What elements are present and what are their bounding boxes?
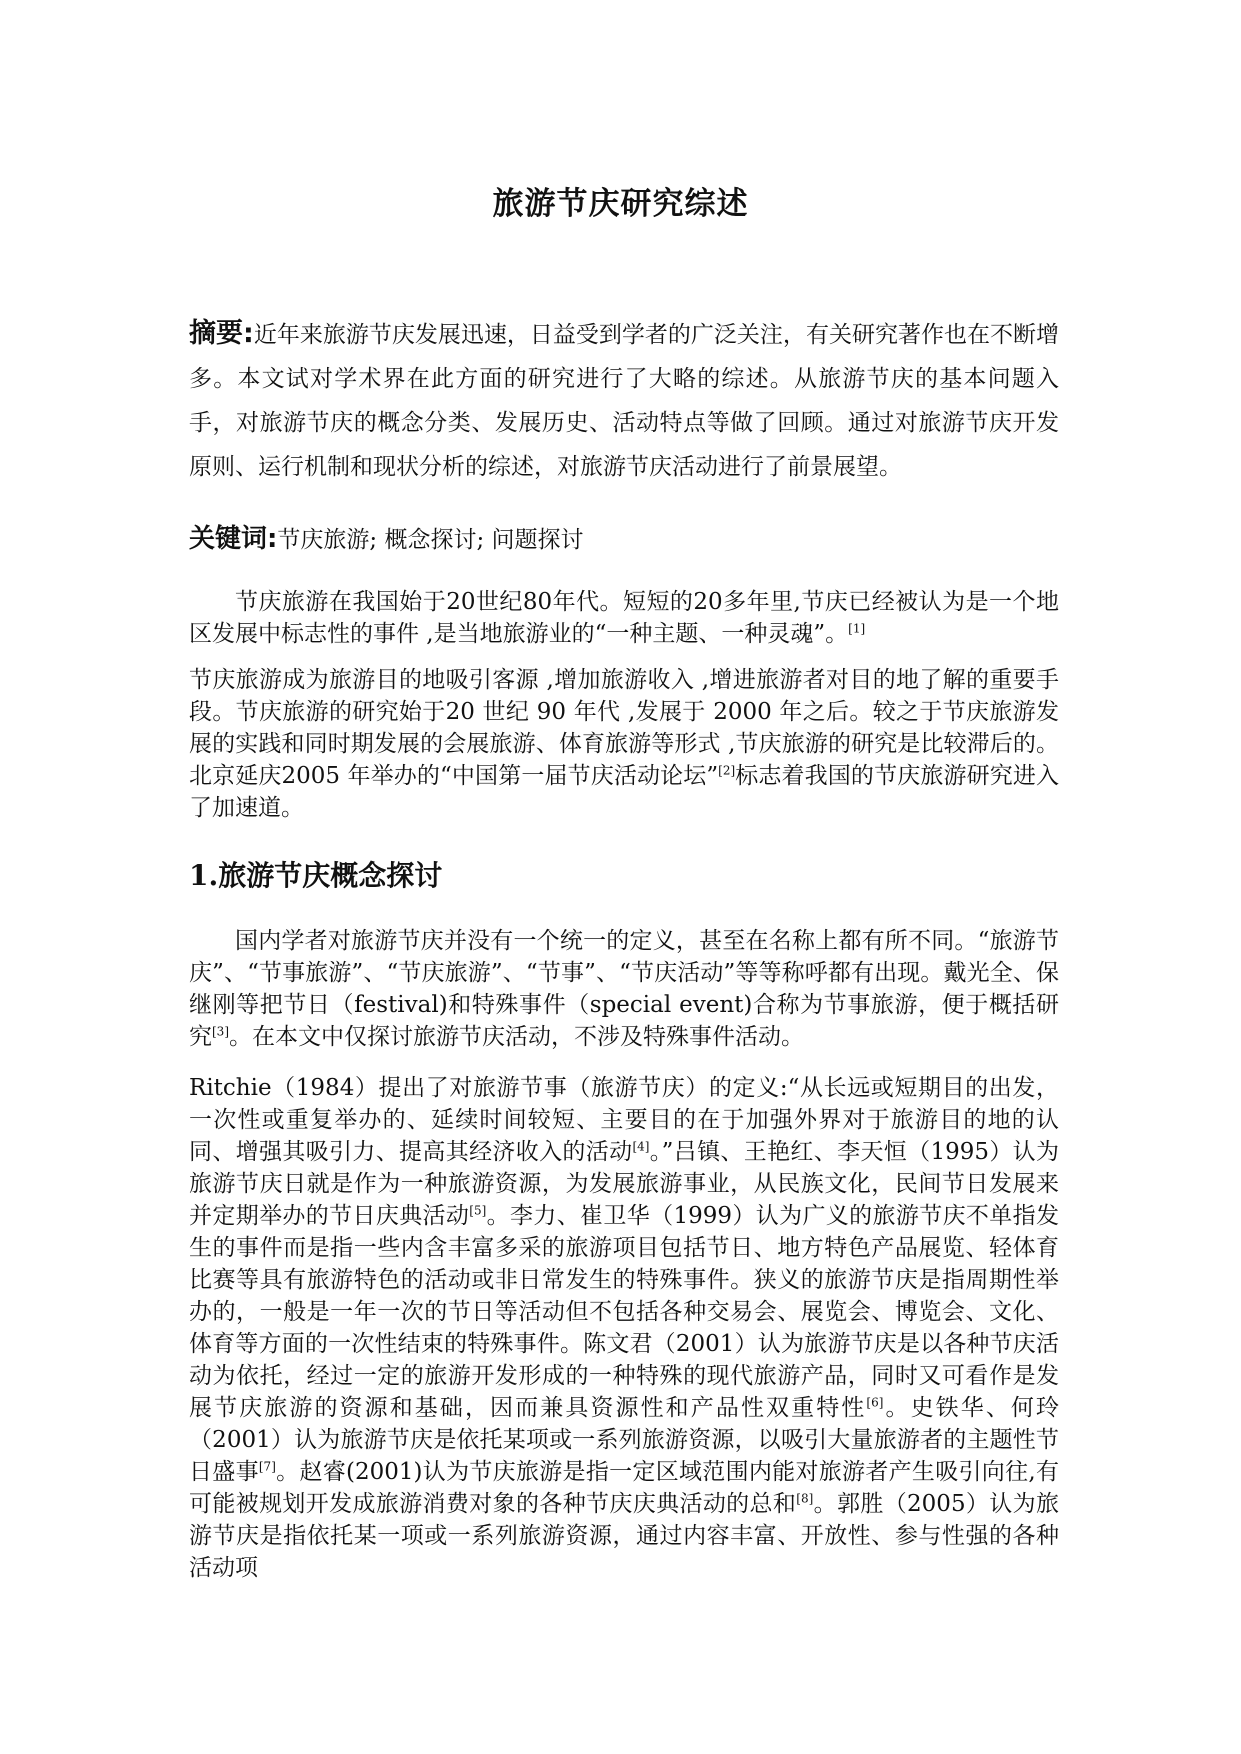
intro-paragraph-2 (189, 664, 1059, 824)
paragraph-text: 。史铁华、何玲（2001）认为旅游节庆是依托某项或一系列旅游资源，以吸引大量旅游者的主题性节日盛事 (189, 1395, 1060, 1485)
paragraph-text: Ritchie（1984）提出了对旅游节事（旅游节庆）的定义:“从长远或短期目的出发，一次性或重复举办的、延续时间较短、主要目的在于加强外界对于旅游目的地的认同、增强其吸引力、提高其经济收入的活动 (189, 1075, 1059, 1165)
citation-ref: [1] (848, 621, 866, 636)
intro-p2-text-a: 节庆旅游成为旅游目的地吸引客源 ,增加旅游收入 ,增进旅游者对目的地了解的重要手段。节庆旅游的研究始于20 世纪 90 年代 ,发展于 2000 年之后。较之于节庆旅游发展的实践和同时期发展的会展旅游、体育旅游等形式 ,节庆旅游的研究是比较滞后的。北京延庆2005 年举办的“中国第一届节庆活动论坛” (189, 667, 1059, 789)
sec1-p1-text-a: 国内学者对旅游节庆并没有一个统一的定义，甚至在名称上都有所不同。“旅游节庆”、“节事旅游”、“节庆旅游”、“节事”、“节庆活动”等等称呼都有出现。戴光全、保继刚等把节日（festival)和特殊事件（special event)合称为节事旅游，便于概括研究 (189, 928, 1059, 1050)
paragraph-text: 。郭胜（2005）认为旅游节庆是指依托某一项或一系列旅游资源，通过内容丰富、开放性、参与性强的各种活动项 (189, 1491, 1060, 1581)
intro-p2-text-b: 标志着我国的节庆旅游研究进入了加速道。 (189, 763, 1059, 821)
keywords-text: 节庆旅游; 概念探讨; 问题探讨 (277, 527, 584, 553)
abstract-label: 摘要: (189, 318, 254, 349)
citation-ref: [4] (632, 1139, 650, 1154)
citation-ref: [7] (258, 1459, 276, 1474)
sec1-p1-text-b: 。在本文中仅探讨旅游节庆活动，不涉及特殊事件活动。 (229, 1024, 804, 1050)
section1-paragraph-1 (189, 925, 1059, 1053)
page-title: 旅游节庆研究综述 (492, 186, 749, 222)
abstract-text: 近年来旅游节庆发展迅速，日益受到学者的广泛关注，有关研究著作也在不断增多。本文试对学术界在此方面的研究进行了大略的综述。从旅游节庆的基本问题入手，对旅游节庆的概念分类、发展历史、活动特点等做了回顾。通过对旅游节庆开发原则、运行机制和现状分析的综述，对旅游节庆活动进行了前景展望。 (189, 322, 1059, 480)
intro-paragraph-1 (189, 586, 1059, 650)
citation-ref: [5] (469, 1203, 487, 1218)
keywords-label: 关键词: (189, 524, 278, 554)
paragraph-text: 。李力、崔卫华（1999）认为广义的旅游节庆不单指发生的事件而是指一些内含丰富多采的旅游项目包括节日、地方特色产品展览、轻体育比赛等具有旅游特色的活动或非日常发生的特殊事件。狭义的旅游节庆是指周期性举办的，一般是一年一次的节日等活动但不包括各种交易会、展览会、博览会、文化、体育等方面的一次性结束的特殊事件。陈文君（2001）认为旅游节庆是以各种节庆活动为依托，经过一定的旅游开发形成的一种特殊的现代旅游产品，同时又可看作是发展节庆旅游的资源和基础，因而兼具资源性和产品性双重特性 (189, 1203, 1059, 1421)
citation-ref: [3] (212, 1024, 229, 1039)
section1-paragraph-2 (189, 1072, 1059, 1584)
citation-ref: [6] (866, 1395, 884, 1410)
citation-ref: [8] (796, 1491, 814, 1506)
section-heading: 1.旅游节庆概念探讨 (189, 859, 443, 892)
citation-ref: [2] (718, 763, 736, 778)
paragraph-text: 。”吕镇、王艳红、李天恒（1995）认为旅游节庆日就是作为一种旅游资源，为发展旅游事业，从民族文化，民间节日发展来并定期举办的节日庆典活动 (189, 1139, 1060, 1229)
keywords-section (189, 523, 1059, 556)
abstract-section (189, 312, 1059, 489)
paragraph-text: 。赵睿(2001)认为节庆旅游是指一定区域范围内能对旅游者产生吸引向往,有可能被规划开发成旅游消费对象的各种节庆庆典活动的总和 (189, 1459, 1059, 1517)
intro-p1-text: 节庆旅游在我国始于20世纪80年代。短短的20多年里,节庆已经被认为是一个地区发展中标志性的事件 ,是当地旅游业的“一种主题、一种灵魂”。 (189, 589, 1059, 647)
